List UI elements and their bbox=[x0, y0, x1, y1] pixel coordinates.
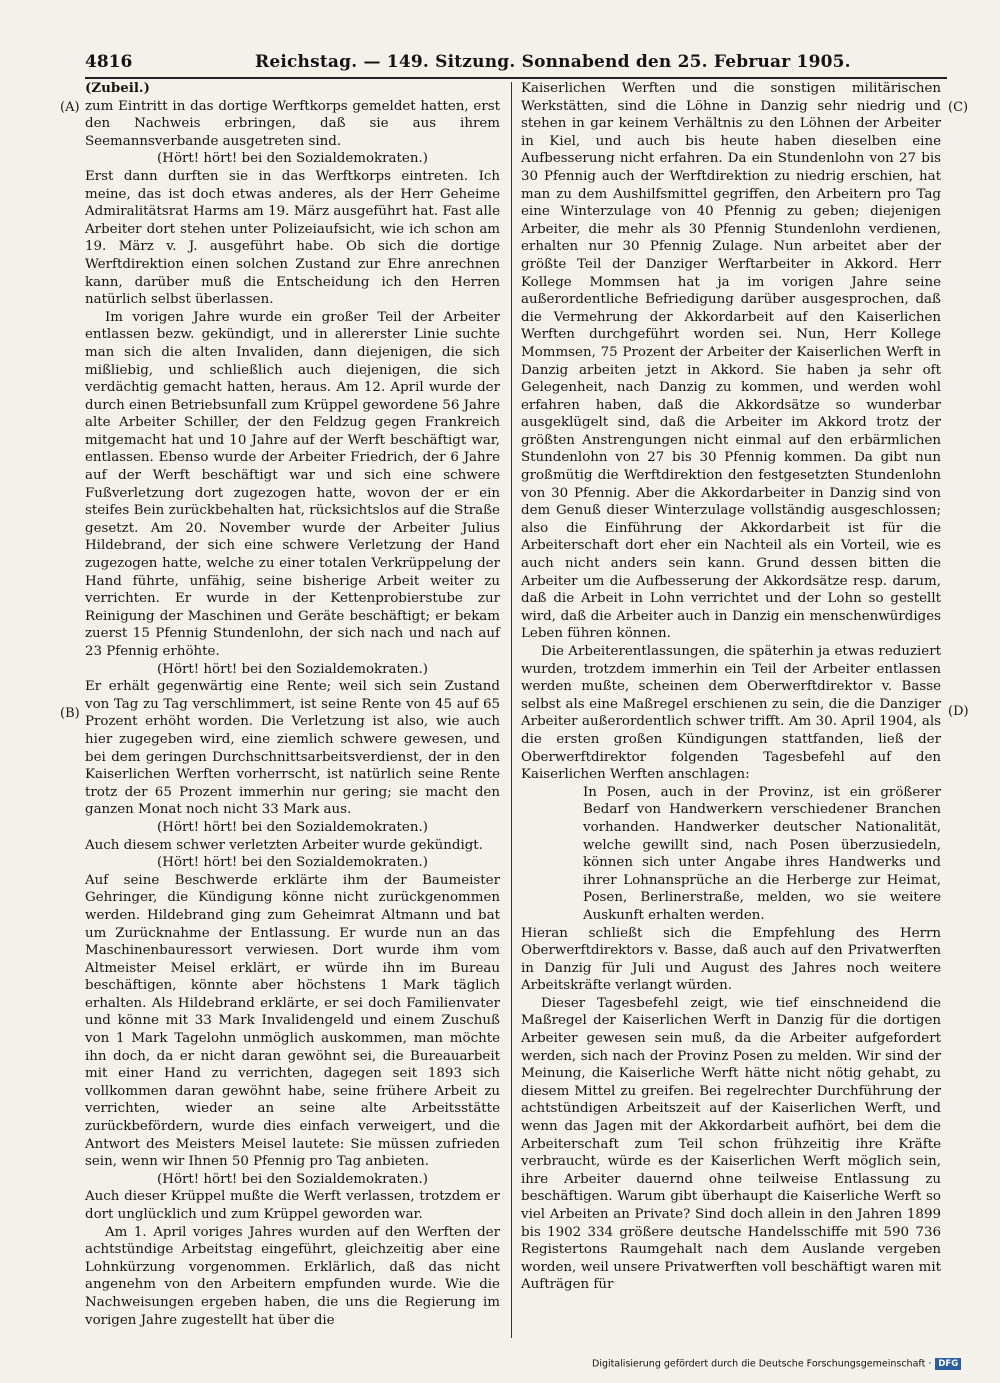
paragraph: Auch dieser Krüppel mußte die Werft verlassen, trotzdem er dort unglücklich und zum Krüppel geworden war. bbox=[85, 1189, 500, 1222]
paragraph: zum Eintritt in das dortige Werftkorps gemeldet hatten, erst den Nachweis erbringen, daß sie aus ihrem Seemannsverbande ausgetreten sind. bbox=[85, 98, 500, 149]
digitization-footer bbox=[592, 1358, 961, 1370]
paragraph: Hieran schließt sich die Empfehlung des Herrn Oberwerftdirektors v. Basse, daß auch auf den Privatwerften in Danzig für Juli und August des Jahres noch weitere Arbeitskräfte verlangt würden. bbox=[521, 925, 941, 994]
paragraph: Er erhält gegenwärtig eine Rente; weil sich sein Zustand von Tag zu Tag verschlimmert, ist seine Rente von 45 auf 65 Prozent erhöht worden. Die Verletzung ist also, wie auch hier zugegeben wird, eine ziemlich schwere gewesen, und bei dem geringen Durchschnittsarbeitsverdienst, der in den Kaiserlichen Werften vorherrscht, ist natürlich seine Rente trotz der 65 Prozent immerhin nur gering; sie macht den ganzen Monat noch nicht 33 Mark aus. bbox=[85, 679, 500, 818]
page-header bbox=[85, 50, 947, 76]
paragraph: Erst dann durften sie in das Werftkorps eintreten. Ich meine, das ist doch etwas anderes, als der Herr Geheime Admiralitätsrat Harms am 19. März ausgeführt hat. Fast alle Arbeiter dort stehen unter Polizeiaufsicht, wie ich schon am 19. März v. J. ausgeführt habe. Ob sich die dortige Werftdirektion einen solchen Zustand zur Ehre anrechnen kann, darüber muß die Entscheidung ich den Herren natürlich selbst überlassen. bbox=[85, 168, 500, 308]
interjection: (Hört! hört! bei den Sozialdemokraten.) bbox=[157, 1171, 428, 1187]
margin-marker-b: (B) bbox=[60, 706, 80, 721]
margin-marker-a: (A) bbox=[60, 100, 80, 115]
paragraph: Auf seine Beschwerde erklärte ihm der Baumeister Gehringer, die Kündigung könne nicht zurückgenommen werden. Hildebrand ging zum Geheimrat Altmann und bat um Zurücknahme der Entlassung. Er wurde nun an das Maschinenbauressort verwiesen. Dort wurde ihm vom Altmeister Meisel erklärt, er würde ihn im Bureau beschäftigen, könnte aber höchstens 1 Mark täglich erhalten. Als Hildebrand erklärte, er sei doch Familienvater und könne mit 33 Mark Invalidengeld und einem Zuschuß von 1 Mark Tagelohn unmöglich auskommen, man möchte ihn doch, da er nicht daran gewöhnt sei, die Bureauarbeit mit einer Hand zu verrichten, dagegen seit 1893 sich vollkommen daran gewöhnt habe, seine frühere Arbeit zu verrichten, wieder an seine alte Arbeitsstätte zurückbefördern, wurde dies einfach verweigert, und die Antwort des Meisters Meisel lautete: Sie müssen zufrieden sein, wenn wir Ihnen 50 Pfennig pro Tag anbieten. bbox=[85, 872, 500, 1170]
paragraph: Auch diesem schwer verletzten Arbeiter wurde gekündigt. bbox=[85, 837, 483, 853]
paragraph: Im vorigen Jahre wurde ein großer Teil der Arbeiter entlassen bezw. gekündigt, und in allererster Linie suchte man sich die alten Invaliden, dann diejenigen, die sich mißliebig, und schließlich auch diejenigen, die sich verdächtig gemacht hatten, heraus. Am 12. April wurde der durch einen Betriebsunfall zum Krüppel gewordene 56 Jahre alte Arbeiter Schiller, der den Feldzug gegen Frankreich mitgemacht hat und 10 Jahre auf der Werft beschäftigt war, entlassen. Ebenso wurde der Arbeiter Friedrich, der 6 Jahre auf der Werft beschäftigt war und sich eine schwere Fußverletzung dort zugezogen hatte, wovon der er ein steifes Bein zurückbehalten hat, rücksichtslos auf die Straße gesetzt. Am 20. November wurde der Arbeiter Julius Hildebrand, der sich eine schwere Verletzung der Hand zugezogen hatte, welche zu einer totalen Verkrüppelung der Hand führte, unfähig, seine bisherige Arbeit weiter zu verrichten. Er wurde in der Kettenprobierstube zur Reinigung der Maschinen und Geräte beschäftigt; er bekam zuerst 15 Pfennig Stundenlohn, der sich nach und nach auf 23 Pfennig erhöhte. bbox=[85, 309, 500, 659]
footer-text: Digitalisierung gefördert durch die Deutsche Forschungsgemeinschaft · bbox=[592, 1358, 932, 1370]
paragraph: Am 1. April voriges Jahres wurden auf den Werften der achtstündige Arbeitstag eingeführt, gleichzeitig aber eine Lohnkürzung vorgenommen. Erklärlich, daß das nicht angenehm von den Arbeitern empfunden wurde. Wie die Nachweisungen ergeben haben, die uns die Regierung im vorigen Jahre zugestellt hat über die bbox=[85, 1224, 500, 1328]
paragraph: Die Arbeiterentlassungen, die späterhin ja etwas reduziert wurden, trotzdem immerhin ein Teil der Arbeiter entlassen werden mußte, scheinen dem Oberwerftdirektor v. Basse selbst als eine Maßregel erschienen zu sein, die die Danziger Arbeiter außerordentlich schwer trifft. Am 30. April 1904, als die ersten großen Kündigungen stattfanden, ließ der Oberwerftdirektor folgenden Tagesbefehl auf den Kaiserlichen Werften anschlagen: bbox=[521, 644, 941, 783]
right-column bbox=[521, 80, 941, 1294]
margin-marker-d: (D) bbox=[948, 704, 969, 719]
page-number: 4816 bbox=[85, 52, 133, 72]
paragraph: Dieser Tagesbefehl zeigt, wie tief einschneidend die Maßregel der Kaiserlichen Werft in Danzig für die dortigen Arbeiter gewesen sein muß, da die Arbeiter aufgefordert werden, sich nach der Provinz Posen zu melden. Wir sind der Meinung, die Kaiserliche Werft hätte nicht nötig gehabt, zu diesem Mittel zu greifen. Bei regelrechter Durchführung der achtstündigen Arbeitszeit auf der Kaiserlichen Werft, und wenn das Jagen mit der Akkordarbeit aufhört, bei dem die Arbeiterschaft zum Teil schon frühzeitig ihre Kräfte verbraucht, würde es der Kaiserlichen Werft möglich sein, ihre Arbeiter dauernd ohne teilweise Entlassung zu beschäftigen. Warum gibt überhaupt die Kaiserliche Werft so viel Arbeiten an Private? Sind doch allein in den Jahren 1899 bis 1902 334 größere deutsche Handelsschiffe mit 590 736 Registertons Raumgehalt nach dem Auslande vergeben worden, weil unsere Privatwerften voll beschäftigt waren mit Aufträgen für bbox=[521, 995, 941, 1293]
interjection: (Hört! hört! bei den Sozialdemokraten.) bbox=[157, 151, 428, 167]
column-divider bbox=[511, 82, 512, 1338]
left-column bbox=[85, 80, 500, 1329]
interjection: (Hört! hört! bei den Sozialdemokraten.) bbox=[157, 819, 428, 835]
header-rule bbox=[85, 77, 947, 79]
quoted-order: In Posen, auch in der Provinz, ist ein größerer Bedarf von Handwerkern verschiedener Branchen vorhanden. Handwerker deutscher Nationalität, welche gewillt sind, nach Posen überzusiedeln, können sich unter Angabe ihres Handwerks und ihrer Lohnansprüche an die Herberge zur Heimat, Posen, Berlinerstraße, melden, wo sie weitere Auskunft erhalten werden. bbox=[583, 784, 941, 923]
paragraph: Kaiserlichen Werften und die sonstigen militärischen Werkstätten, sind die Löhne in Danzig sehr niedrig und stehen in gar keinem Verhältnis zu den Löhnen der Arbeiter in Kiel, und auch bis heute haben dieselben eine Aufbesserung nicht erfahren. Da ein Stundenlohn von 27 bis 30 Pfennig auch der Werftdirektion zu niedrig erschien, hat man zu dem Aushilfsmittel gegriffen, den Arbeitern pro Tag eine Winterzulage von 40 Pfennig zu geben; diejenigen Arbeiter, die mehr als 30 Pfennig Stundenlohn verdienen, erhalten nur 30 Pfennig Zulage. Nun arbeitet aber der größte Teil der Danziger Werftarbeiter in Akkord. Herr Kollege Mommsen hat ja im vorigen Jahre seine außerordentliche Befriedigung darüber ausgesprochen, daß die Vermehrung der Akkordarbeit auf den Kaiserlichen Werften durchgeführt worden sei. Nun, Herr Kollege Mommsen, 75 Prozent der Arbeiter der Kaiserlichen Werft in Danzig arbeiten jetzt in Akkord. Sie haben ja sehr oft Gelegenheit, nach Danzig zu kommen, und werden wohl erfahren haben, daß die Akkordsätze so wunderbar ausgeklügelt sind, daß die Arbeiter im Akkord trotz der größten Anstrengungen nicht einmal auf den erbärmlichen Stundenlohn von 27 bis 30 Pfennig kommen. Da gibt nun großmütig die Werftdirektion den festgesetzten Stundenlohn von 30 Pfennig. Aber die Akkordarbeiter in Danzig sind von dem Genuß dieser Winterzulage vollständig ausgeschlossen; also die Einführung der Akkordarbeit ist für die Arbeiterschaft dort eher ein Nachteil als ein Vorteil, wie es auch nicht anders sein kann. Grund dessen bitten die Arbeiter um die Aufbesserung der Akkordsätze resp. darum, daß die Arbeit in Lohn verrichtet und der Lohn so gestellt wird, daß die Arbeiter auch in Danzig ein menschenwürdiges Leben führen können. bbox=[521, 81, 941, 642]
running-title: Reichstag. — 149. Sitzung. Sonnabend den 25. Februar 1905. bbox=[255, 52, 851, 72]
dfg-logo: DFG bbox=[935, 1358, 961, 1370]
margin-marker-c: (C) bbox=[948, 100, 969, 115]
interjection: (Hört! hört! bei den Sozialdemokraten.) bbox=[157, 855, 428, 871]
speaker-label: (Zubeil.) bbox=[85, 80, 150, 96]
interjection: (Hört! hört! bei den Sozialdemokraten.) bbox=[157, 661, 428, 677]
